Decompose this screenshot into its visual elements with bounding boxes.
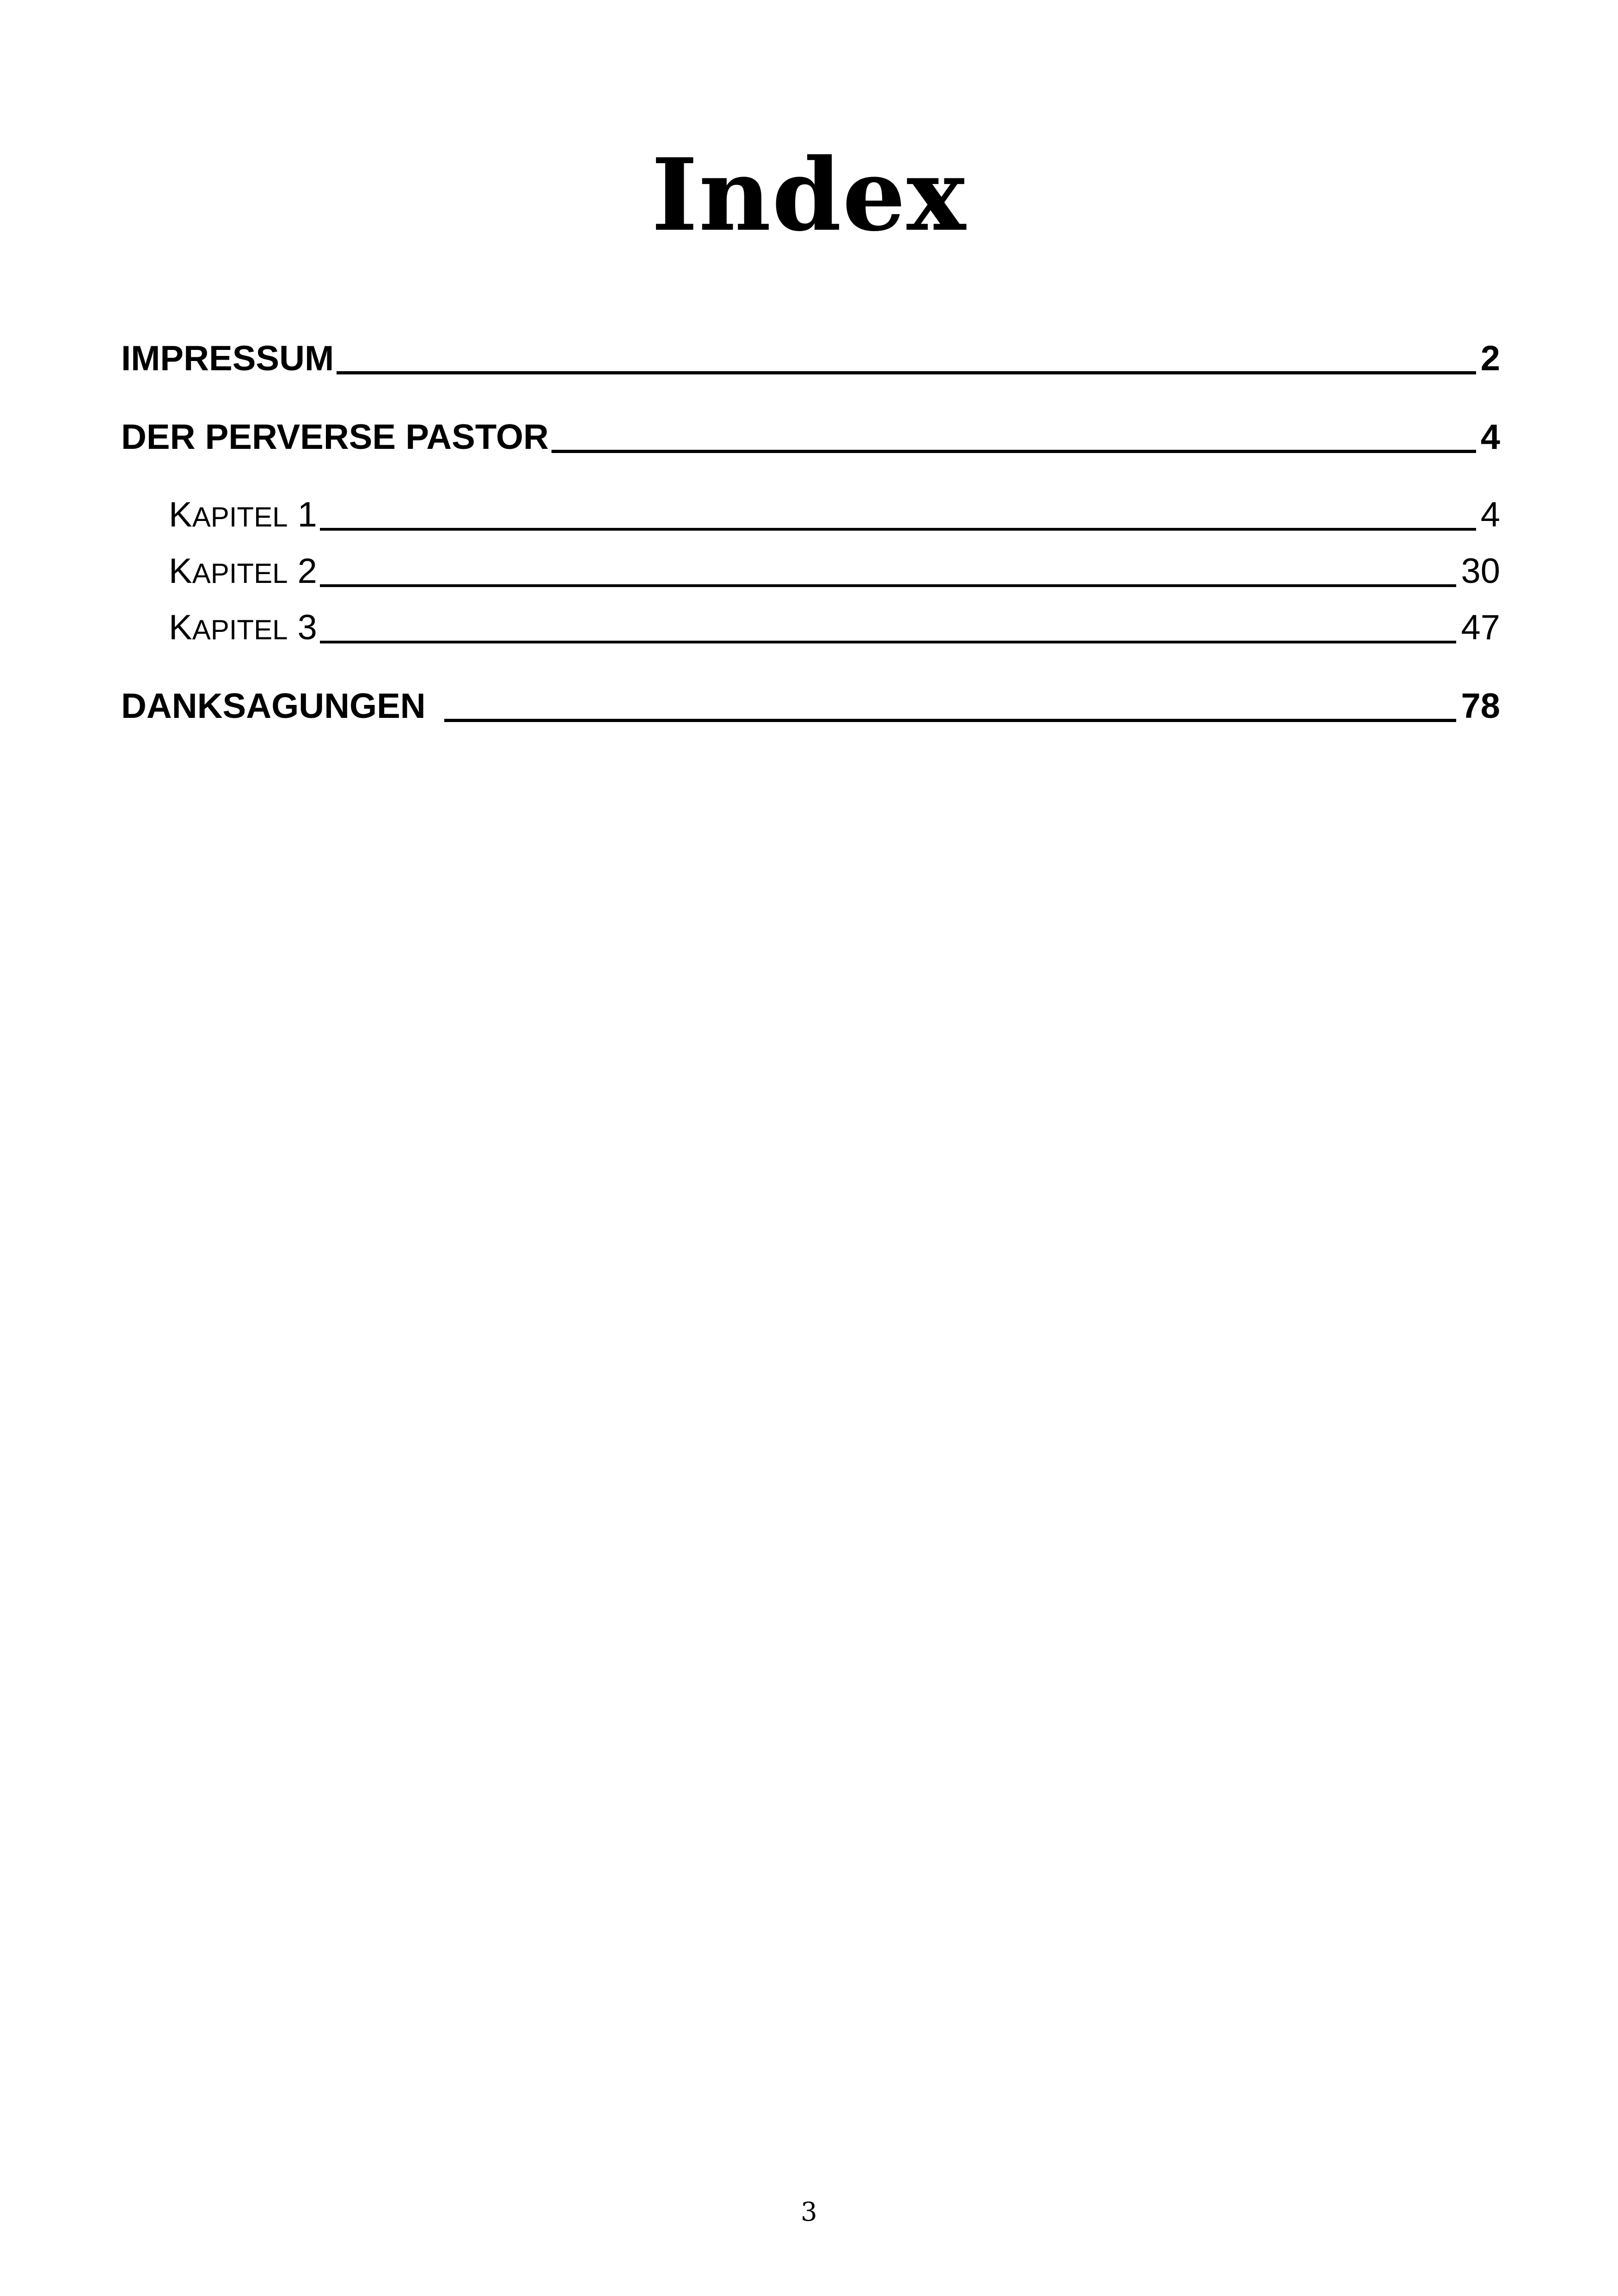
toc-entry-kapitel-2[interactable] <box>169 545 1500 592</box>
toc-entry-page: 30 <box>1461 551 1500 591</box>
toc-label-smallcaps: APITEL <box>192 614 288 645</box>
toc-entry-label: DER PERVERSE PASTOR <box>121 417 549 457</box>
toc-entry-kapitel-1[interactable] <box>169 489 1500 535</box>
toc-leader-line <box>337 371 1476 374</box>
toc-label-number: 1 <box>288 495 317 534</box>
toc-entry-danksagungen[interactable] <box>121 676 1500 727</box>
toc-entry-der-perverse-pastor[interactable] <box>121 407 1500 458</box>
toc-label-initial: K <box>169 608 192 647</box>
toc-entry-label <box>169 610 317 648</box>
toc-entry-impressum[interactable] <box>121 328 1500 379</box>
toc-entry-page: 47 <box>1461 608 1500 647</box>
toc-entry-page: 2 <box>1480 339 1500 378</box>
page-number: 3 <box>801 2197 817 2227</box>
toc-entry-page: 4 <box>1480 495 1500 534</box>
toc-leader-line <box>320 528 1476 531</box>
toc-entry-label <box>169 497 317 535</box>
toc-leader-line <box>444 719 1457 722</box>
toc-entry-kapitel-3[interactable] <box>169 602 1500 648</box>
toc-entry-label: IMPRESSUM <box>121 339 334 378</box>
page-title: Index <box>651 136 967 254</box>
toc-label-initial: K <box>169 551 192 591</box>
toc-label-smallcaps: APITEL <box>192 502 288 533</box>
toc-entry-label: DANKSAGUNGEN <box>121 686 426 726</box>
toc-entry-label <box>169 551 317 592</box>
toc-leader-line <box>320 584 1457 587</box>
toc-entry-page: 4 <box>1480 417 1500 457</box>
toc-leader-line <box>320 641 1457 643</box>
toc-label-number: 2 <box>288 551 317 591</box>
toc-label-initial: K <box>169 495 192 534</box>
toc-leader-line <box>552 450 1476 453</box>
toc-label-number: 3 <box>288 608 317 647</box>
toc-label-smallcaps: APITEL <box>192 558 288 589</box>
toc-entry-page: 78 <box>1461 686 1500 726</box>
